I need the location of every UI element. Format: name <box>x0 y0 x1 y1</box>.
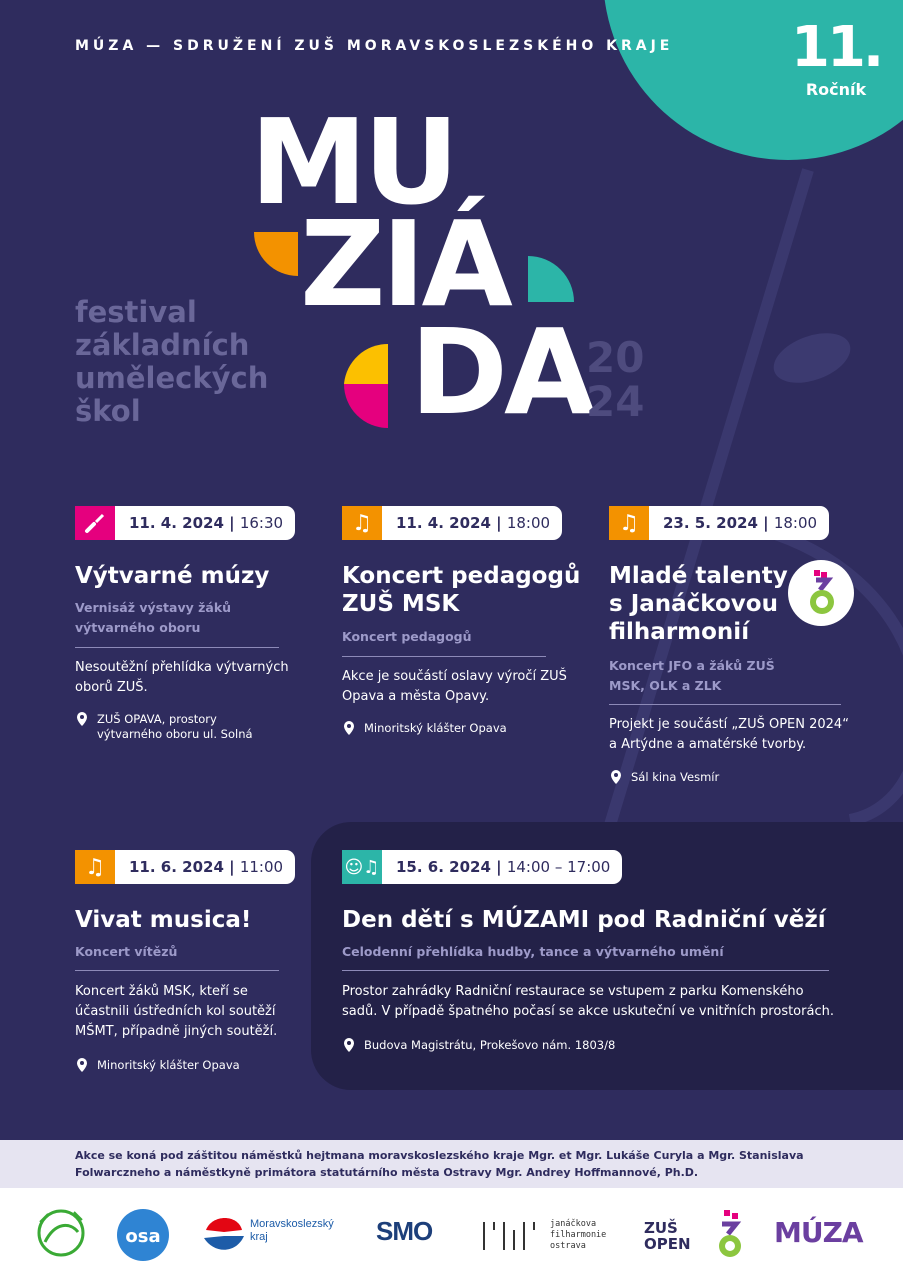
music-note-icon: ♫ <box>342 506 382 540</box>
event-date: 11. 4. 2024 | 16:30 <box>129 514 284 532</box>
osa-logo-icon <box>116 1208 170 1262</box>
music-note-icon: ♫ <box>75 850 115 884</box>
event-location: ZUŠ OPAVA, prostory výtvarného oboru ul. Solná <box>75 712 275 742</box>
zus-open-figure-icon <box>712 1210 748 1260</box>
divider <box>342 970 829 971</box>
event-description: Akce je součástí oslavy výročí ZUŠ Opava a města Opavy. <box>342 669 567 704</box>
year-top: 20 <box>586 333 645 382</box>
mask-music-icon: ☺♫ <box>342 850 382 884</box>
yellow-quarter-shape <box>344 344 388 384</box>
divider <box>75 970 279 971</box>
event-date-pill <box>75 850 295 884</box>
smo-logo: SMO <box>376 1216 433 1246</box>
msk-name: Moravskoslezský kraj <box>250 1218 334 1243</box>
event-date: 11. 6. 2024 | 11:00 <box>129 858 284 876</box>
zus-open-logo: ZUŠ OPEN <box>644 1219 691 1253</box>
event-subtitle: Celodenní přehlídka hudby, tance a výtvarného umění <box>342 944 724 959</box>
event-date-pill <box>342 850 622 884</box>
logo-line-1: MU <box>250 93 456 231</box>
divider <box>342 656 546 657</box>
location-pin-icon <box>75 712 89 726</box>
year-label <box>586 333 645 426</box>
jfo-name: janáčkova filharmonie ostrava <box>550 1219 607 1251</box>
event-date: 23. 5. 2024 | 18:00 <box>663 514 818 532</box>
event-title: Mladé talenty s Janáčkovou filharmonií <box>609 563 788 645</box>
event-subtitle: Koncert vítězů <box>75 944 178 959</box>
event-date-pill <box>342 506 562 540</box>
divider <box>75 647 279 648</box>
music-note-icon: ♫ <box>609 506 649 540</box>
event-date: 15. 6. 2024 | 14:00 – 17:00 <box>396 858 611 876</box>
zus-open-badge <box>788 560 854 626</box>
zus-open-logo-icon <box>788 560 854 626</box>
muza-logo: MÚZA <box>774 1216 863 1249</box>
jfo-barcode-icon <box>482 1220 540 1252</box>
location-pin-icon <box>342 1038 356 1052</box>
edition-number: 11. <box>791 15 882 80</box>
edition-label: Ročník <box>805 80 867 99</box>
location-pin-icon <box>75 1058 89 1072</box>
paintbrush-icon <box>75 506 115 540</box>
location-pin-icon <box>342 721 356 735</box>
event-subtitle: Koncert pedagogů <box>342 629 472 644</box>
logo-line-2: ZIÁ <box>300 195 509 333</box>
location-pin-icon <box>609 770 623 784</box>
orange-quarter-shape <box>254 232 298 276</box>
event-title: Koncert pedagogů ZUŠ MSK <box>342 563 581 617</box>
divider <box>609 704 841 705</box>
year-bottom: 24 <box>586 377 645 426</box>
event-subtitle: Koncert JFO a žáků ZUŠ MSK, OLK a ZLK <box>609 658 775 693</box>
festival-tagline: festival základních uměleckých škol <box>75 295 269 428</box>
event-title: Výtvarné múzy <box>75 563 270 589</box>
msk-logo-icon <box>202 1210 246 1256</box>
event-location: Minoritský klášter Opava <box>342 721 542 736</box>
event-date-pill <box>75 506 295 540</box>
partner-logos <box>0 1188 903 1283</box>
event-title: Vivat musica! <box>75 907 252 933</box>
event-description: Prostor zahrádky Radniční restaurace se vstupem z parku Komenského sadů. V případě špatného počasí se akce uskuteční ve vnitřních prostorách. <box>342 984 834 1019</box>
event-title: Den dětí s MÚZAMI pod Radniční věží <box>342 907 826 933</box>
event-description: Projekt je součástí „ZUŠ OPEN 2024“ a Artýdne a amatérské tvorby. <box>609 717 849 752</box>
event-location: Sál kina Vesmír <box>609 770 809 785</box>
magenta-quarter-shape <box>344 384 388 428</box>
logo-line-3: DA <box>410 303 592 441</box>
event-location: Budova Magistrátu, Prokešovo nám. 1803/8 <box>342 1038 742 1053</box>
green-emblem-logo-icon <box>30 1202 92 1264</box>
event-date: 11. 4. 2024 | 18:00 <box>396 514 551 532</box>
event-location: Minoritský klášter Opava <box>75 1058 275 1073</box>
event-description: Nesoutěžní přehlídka výtvarných oborů ZUŠ. <box>75 660 289 695</box>
event-subtitle: Vernisáž výstavy žáků výtvarného oboru <box>75 600 232 635</box>
event-date-pill <box>609 506 829 540</box>
svg-text:osa: osa <box>125 1226 161 1247</box>
event-description: Koncert žáků MSK, kteří se účastnili ústředních kol soutěží MŠMT, případně jiných soutěží. <box>75 984 278 1039</box>
teal-quarter-shape <box>528 256 574 302</box>
patronage-text: Akce se koná pod záštitou náměstků hejtmana moravskoslezského kraje Mgr. et Mgr. Lukáše Curyla a Mgr. Stanislava Folwarczneho a náměstkyně primátora statutárního města Ostravy Mgr. Andrey Hoffmannové, Ph.D. <box>75 1149 804 1179</box>
organizer-title: MÚZA — SDRUŽENÍ ZUŠ MORAVSKOSLEZSKÉHO KRAJE <box>75 38 674 54</box>
